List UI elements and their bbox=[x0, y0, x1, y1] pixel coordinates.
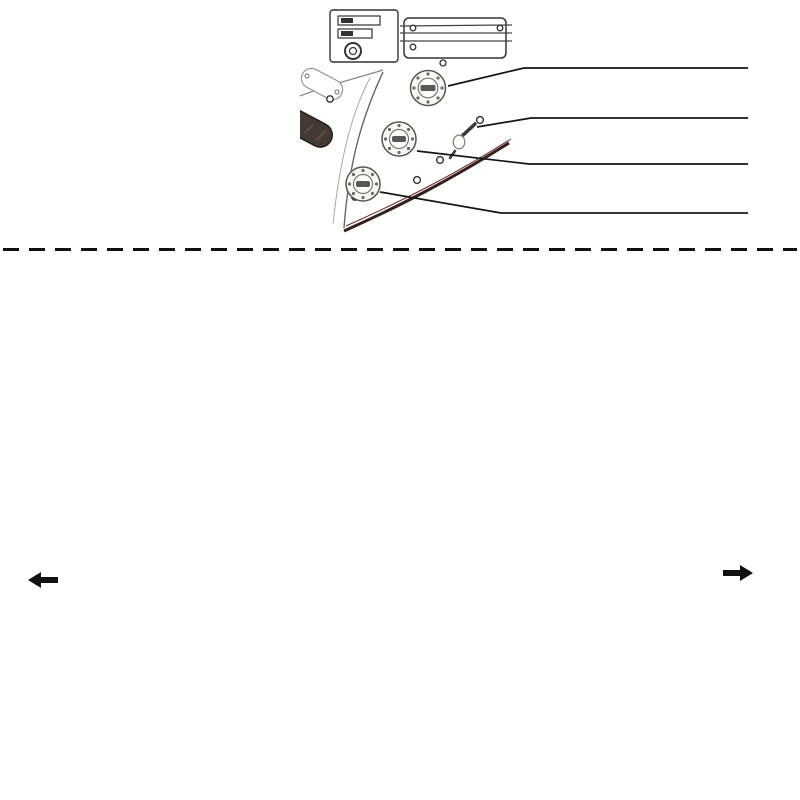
middle-tone-knob bbox=[346, 167, 380, 201]
selector-switch-sketch bbox=[450, 117, 483, 158]
neck-direction bbox=[28, 572, 58, 595]
middle-pickup-sketch bbox=[300, 105, 336, 152]
master-volume-knob bbox=[411, 71, 446, 106]
neck-arrow-icon bbox=[28, 572, 58, 588]
lever-position-row bbox=[0, 597, 792, 661]
dashed-divider bbox=[3, 248, 797, 251]
neck-tone-knob bbox=[382, 122, 416, 156]
pickup-edge-sketch bbox=[300, 65, 346, 103]
bridge-arrow-icon bbox=[723, 565, 753, 581]
guitar-controls-illustration bbox=[300, 0, 800, 242]
middle-pickup-row bbox=[0, 409, 792, 451]
bridge-humbucker-row bbox=[0, 474, 792, 544]
neck-pickup-row bbox=[0, 315, 792, 357]
bridge-direction bbox=[723, 565, 753, 588]
bridge-sketch bbox=[330, 10, 512, 66]
